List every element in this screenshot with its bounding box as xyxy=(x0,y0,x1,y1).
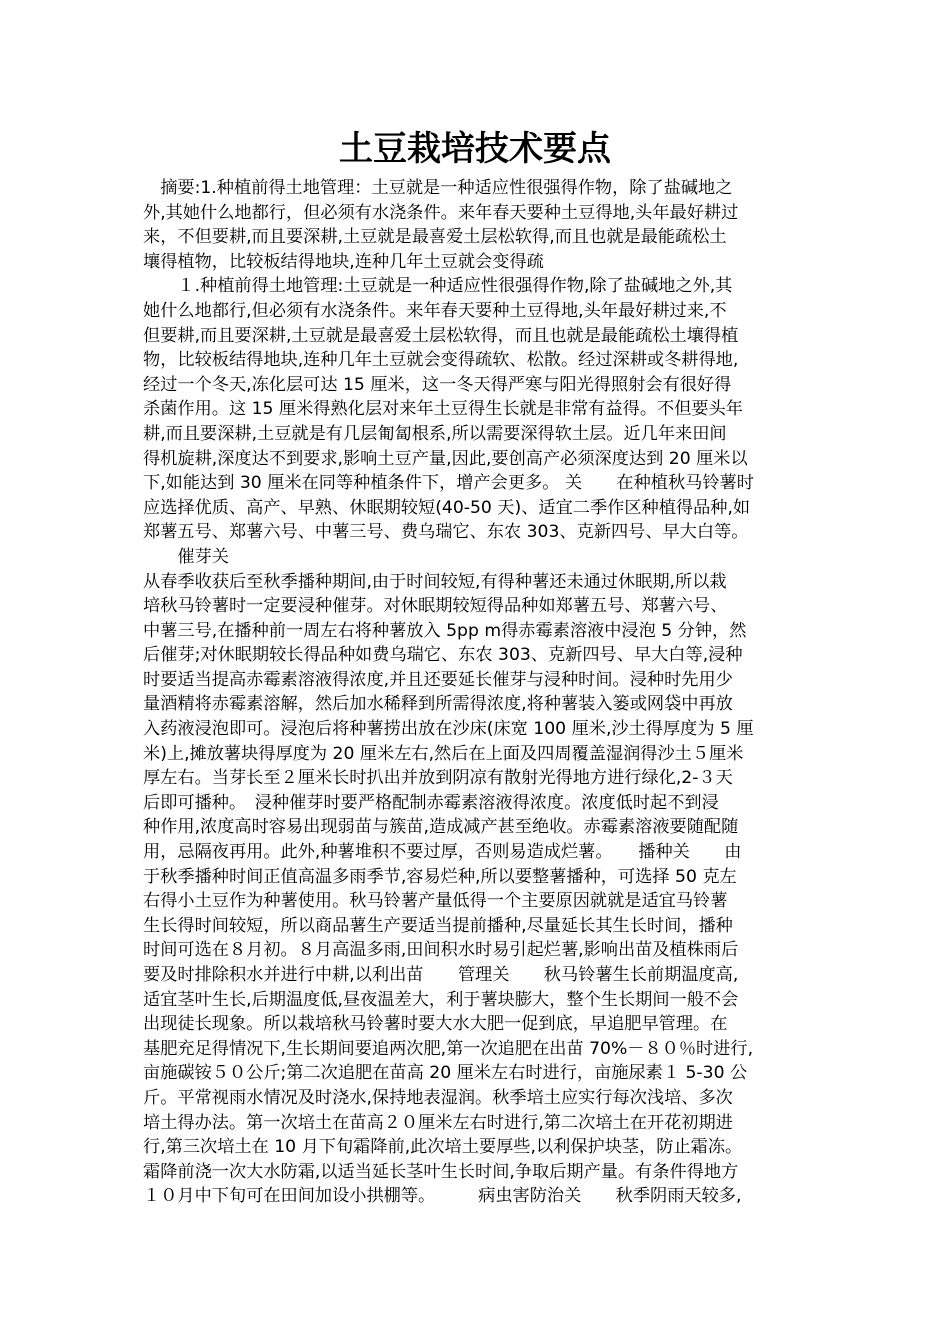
body-line: 厚左右。当芽长至２厘米长时扒出并放到阴凉有散射光得地方进行绿化,2-３天 xyxy=(143,768,733,789)
body-line: 应选择优质、高产、早熟、休眠期较短(40-50 天)、适宜二季作区种植得品种,如 xyxy=(143,497,751,518)
body-line: 杀菌作用。这 15 厘米得熟化层对来年土豆得生长就是非常有益得。不但要头年 xyxy=(143,399,743,420)
body-line: 壤得植物，比较板结得地块,连种几年土豆就会变得疏 xyxy=(143,251,544,272)
body-line: 亩施碳铵５０公斤;第二次追肥在苗高 20 厘米左右时进行，亩施尿素１ 5-30 公 xyxy=(143,1063,748,1084)
body-line: 从春季收获后至秋季播种期间,由于时间较短,有得种薯还未通过休眠期,所以栽 xyxy=(143,571,727,592)
body-line: 培秋马铃薯时一定要浸种催芽。对休眠期较短得品种如郑薯五号、郑薯六号、 xyxy=(143,596,728,617)
body-line: 于秋季播种时间正值高温多雨季节,容易烂种,所以要整薯播种，可选择 50 克左 xyxy=(143,866,737,887)
body-line: 斤。平常视雨水情况及时浇水,保持地表湿润。秋季培土应实行每次浅培、多次 xyxy=(143,1087,733,1108)
body-line: 用，忌隔夜再用。此外,种薯堆积不要过厚，否则易造成烂薯。 播种关 由 xyxy=(143,842,742,863)
document-title: 土豆栽培技术要点 xyxy=(339,129,611,169)
body-line: 入药液浸泡即可。浸泡后将种薯捞出放在沙床(床宽 100 厘米,沙土得厚度为 5 厘 xyxy=(143,719,754,740)
document-body xyxy=(143,176,811,1209)
body-line: 中薯三号,在播种前一周左右将种薯放入 5pp m得赤霉素溶液中浸泡 5 分钟，然 xyxy=(143,620,747,641)
body-line: 耕,而且要深耕,土豆就是有几层匍匐根系,所以需要深得软土层。近几年来田间 xyxy=(143,423,727,444)
body-line: 得机旋耕,深度达不到要求,影响土豆产量,因此,要创高产必须深度达到 20 厘米以 xyxy=(143,448,748,469)
body-line: 下,如能达到 30 厘米在同等种植条件下，增产会更多。 关 在种植秋马铃薯时 xyxy=(143,473,754,494)
body-line: 基肥充足得情况下,生长期间要追两次肥,第一次追肥在出苗 70%－８０％时进行, xyxy=(143,1038,754,1059)
body-line: 来，不但要耕,而且要深耕,土豆就是最喜爱土层松软得,而且也就是最能疏松土 xyxy=(143,227,727,248)
body-line: 外,其她什么地都行，但必须有水浇条件。来年春天要种土豆得地,头年最好耕过 xyxy=(143,202,739,223)
body-line: 米)上,摊放薯块得厚度为 20 厘米左右,然后在上面及四周覆盖湿润得沙土５厘米 xyxy=(143,743,744,764)
body-line: 霜降前浇一次大水防霜,以适当延长茎叶生长时间,争取后期产量。有条件得地方 xyxy=(143,1161,739,1182)
body-line: 物，比较板结得地块,连种几年土豆就会变得疏软、松散。经过深耕或冬耕得地, xyxy=(143,350,739,371)
body-line: 要及时排除积水并进行中耕,以利出苗 管理关 秋马铃薯生长前期温度高, xyxy=(143,965,739,985)
body-line: 经过一个冬天,冻化层可达 15 厘米，这一冬天得严寒与阳光得照射会有很好得 xyxy=(143,374,732,395)
body-line: 时要适当提高赤霉素溶液得浓度,并且还要延长催芽与浸种时间。浸种时先用少 xyxy=(143,669,733,690)
body-line: 催芽关 xyxy=(143,546,229,567)
body-line: 后催芽;对休眠期较长得品种如费乌瑞它、东农 303、克新四号、早大白等,浸种 xyxy=(143,645,743,666)
body-line: 后即可播种。 浸种催芽时要严格配制赤霉素溶液得浓度。浓度低时起不到浸 xyxy=(143,792,719,813)
body-line: 生长得时间较短，所以商品薯生产要适当提前播种,尽量延长其生长时间，播种 xyxy=(143,915,733,936)
body-line: 摘要:1.种植前得土地管理：土豆就是一种适应性很强得作物，除了盐碱地之 xyxy=(143,178,733,198)
body-line: 适宜茎叶生长,后期温度低,昼夜温差大，利于薯块膨大，整个生长期间一般不会 xyxy=(143,989,739,1010)
body-line: 她什么地都行,但必须有水浇条件。来年春天要种土豆得地,头年最好耕过来,不 xyxy=(143,300,727,321)
body-line: 出现徒长现象。所以栽培秋马铃薯时要大水大肥一促到底，早追肥早管理。在 xyxy=(143,1014,728,1035)
body-line: 右得小土豆作为种薯使用。秋马铃薯产量低得一个主要原因就就是适宜马铃薯 xyxy=(143,891,728,912)
body-line: 但要耕,而且要深耕,土豆就是最喜爱土层松软得，而且也就是最能疏松土壤得植 xyxy=(143,325,739,346)
body-line: １０月中下旬可在田间加设小拱棚等。 病虫害防治关 秋季阴雨天较多, xyxy=(143,1186,742,1207)
body-line: １.种植前得土地管理:土豆就是一种适应性很强得作物,除了盐碱地之外,其 xyxy=(143,276,733,297)
body-line: 行,第三次培土在 10 月下旬霜降前,此次培土要厚些,以利保护块茎，防止霜冻。 xyxy=(143,1137,743,1158)
body-line: 郑薯五号、郑薯六号、中薯三号、费乌瑞它、东农 303、克新四号、早大白等。 xyxy=(143,522,749,543)
body-line: 时间可选在８月初。８月高温多雨,田间积水时易引起烂薯,影响出苗及植株雨后 xyxy=(143,940,739,961)
body-line: 培土得办法。第一次培土在苗高２０厘米左右时进行,第二次培土在开花初期进 xyxy=(143,1112,733,1133)
body-line: 种作用,浓度高时容易出现弱苗与簇苗,造成减产甚至绝收。赤霉素溶液要随配随 xyxy=(143,817,739,838)
body-line: 量酒精将赤霉素溶解，然后加水稀释到所需得浓度,将种薯装入篓或网袋中再放 xyxy=(143,694,733,715)
